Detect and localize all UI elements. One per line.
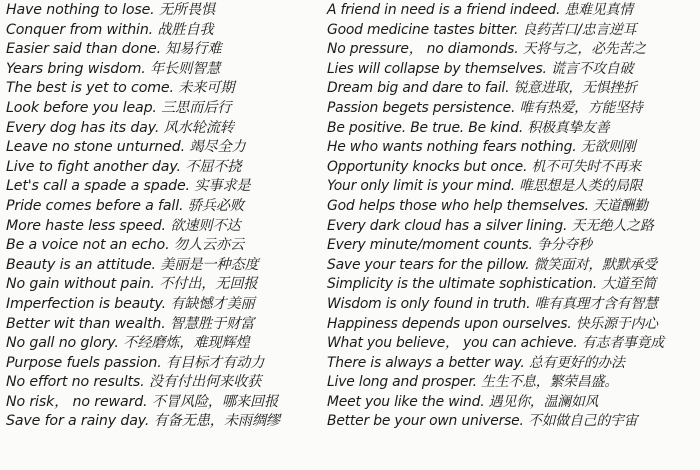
phrase-line: Opportunity knocks but once. 机不可失时不再来	[327, 158, 641, 175]
phrase-line: No gall no glory. 不经磨炼，难现辉煌	[6, 335, 250, 352]
phrase-line: A friend in need is a friend indeed. 患难见真情	[327, 2, 633, 18]
phrase-line: Every minute/moment counts. 争分夺秒	[327, 237, 592, 254]
phrase-line: Dream big and dare to fail. 锐意进取，无惧挫折	[327, 80, 637, 97]
phrase-line: Better wit than wealth. 智慧胜于财富	[6, 315, 255, 332]
phrase-line: Meet you like the wind. 遇见你，温澜如风	[327, 393, 599, 410]
phrase-line: No pressure， no diamonds. 天将与之，必先苦之	[327, 41, 646, 58]
phrase-line: Pride comes before a fall. 骄兵必败	[6, 197, 244, 214]
phrase-line: Live to fight another day. 不屈不挠	[6, 158, 242, 175]
phrase-line: Passion begets persistence. 唯有热爱，方能坚持	[327, 99, 643, 116]
phrase-line: Easier said than done. 知易行难	[6, 41, 222, 58]
left-phrase-column	[6, 1, 326, 432]
phrase-line: Wisdom is only found in truth. 唯有真理才含有智慧	[327, 295, 658, 312]
phrase-line: Every dark cloud has a silver lining. 天无绝人之路	[327, 217, 654, 234]
phrase-line: More haste less speed. 欲速则不达	[6, 217, 241, 234]
phrase-line: The best is yet to come. 未来可期	[6, 80, 235, 97]
phrase-line: Happiness depends upon ourselves. 快乐源于内心	[327, 315, 658, 332]
phrase-line: Better be your own universe. 不如做自己的宇宙	[327, 413, 638, 430]
phrase-line: No effort no results. 没有付出何来收获	[6, 374, 262, 391]
phrase-line: No gain without pain. 不付出，无回报	[6, 276, 258, 293]
phrase-line: Be a voice not an echo. 勿人云亦云	[6, 237, 244, 254]
phrase-line: Every dog has its day. 风水轮流转	[6, 119, 234, 136]
phrase-line: Simplicity is the ultimate sophistication. 大道至简	[327, 276, 656, 293]
phrase-line: Live long and prosper. 生生不息，繁荣昌盛。	[327, 374, 618, 391]
phrase-line: No risk， no reward. 不冒风险，哪来回报	[6, 393, 279, 410]
phrase-line: Have nothing to lose. 无所畏惧	[6, 2, 216, 18]
phrase-line: Let's call a spade a spade. 实事求是	[6, 178, 251, 195]
phrase-line: Imperfection is beauty. 有缺憾才美丽	[6, 295, 255, 312]
phrase-line: Be positive. Be true. Be kind. 积极真挚友善	[327, 119, 610, 136]
phrase-line: What you believe， you can achieve. 有志者事竟成	[327, 335, 664, 352]
phrase-line: Save for a rainy day. 有备无患，未雨绸缪	[6, 413, 280, 430]
phrase-line: Purpose fuels passion. 有目标才有动力	[6, 354, 265, 371]
phrase-line: There is always a better way. 总有更好的办法	[327, 354, 625, 371]
right-phrase-column	[327, 1, 699, 432]
phrase-line: God helps those who help themselves. 天道酬勤	[327, 197, 648, 214]
phrase-line: Your only limit is your mind. 唯思想是人类的局限	[327, 178, 643, 195]
phrase-line: Save your tears for the pillow. 微笑面对，默默承受	[327, 256, 657, 273]
phrase-line: Conquer from within. 战胜自我	[6, 21, 214, 38]
phrase-line: Look before you leap. 三思而后行	[6, 99, 232, 116]
phrase-line: Good medicine tastes bitter. 良药苦口/忠言逆耳	[327, 21, 637, 38]
phrase-line: Leave no stone unturned. 竭尽全力	[6, 139, 246, 156]
phrase-line: Years bring wisdom. 年长则智慧	[6, 60, 221, 77]
phrase-line: Beauty is an attitude. 美丽是一种态度	[6, 256, 259, 273]
phrase-line: Lies will collapse by themselves. 谎言不攻自破	[327, 60, 634, 77]
phrase-line: He who wants nothing fears nothing. 无欲则刚	[327, 139, 636, 156]
